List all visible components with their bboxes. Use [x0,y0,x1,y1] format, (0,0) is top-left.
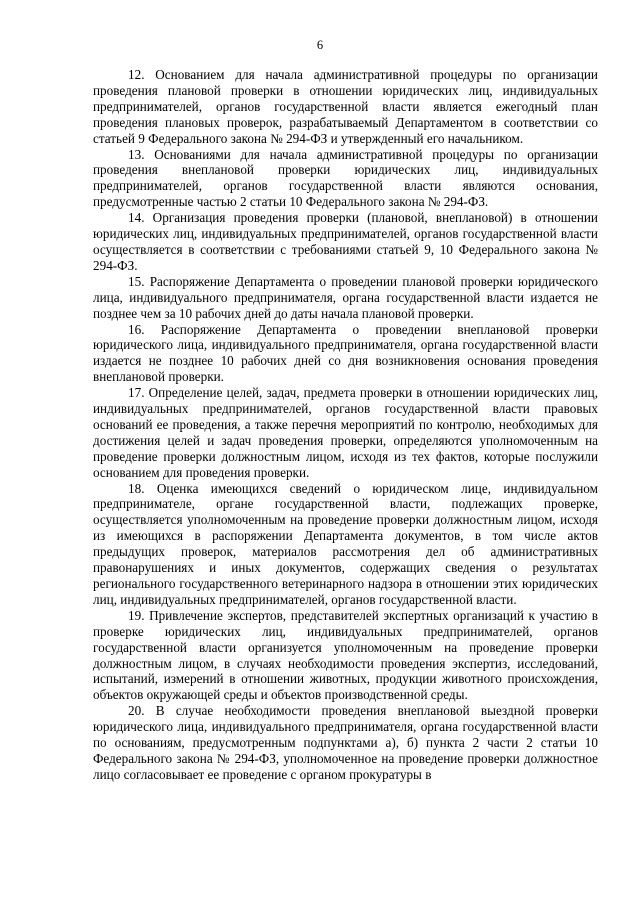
paragraph-13: 13. Основаниями для начала административной процедуры по организации проведения внеплановой проверки юридических лиц, индивидуальных предпринимателей, органов государственной власти являются основания, предусмотренные частью 2 статьи 10 Федерального закона № 294-ФЗ. [93,146,598,210]
paragraph-15: 15. Распоряжение Департамента о проведении плановой проверки юридического лица, индивидуального предпринимателя, органа государственной власти издается не позднее чем за 10 рабочих дней до даты начала плановой проверки. [93,273,598,321]
paragraph-17: 17. Определение целей, задач, предмета проверки в отношении юридических лиц, индивидуальных предпринимателей, органов государственной власти правовых оснований ее проведения, а также перечня мероприятий по контролю, необходимых для достижения целей и задач проведения проверки, определяются уполномоченным на проведение проверки должностным лицом, исходя из тех фактов, которые послужили основанием для проведения проверки. [93,385,598,480]
paragraph-14: 14. Организация проведения проверки (плановой, внеплановой) в отношении юридических лиц, индивидуальных предпринимателей, органов государственной власти осуществляется в соответствии с требованиями статьей 9, 10 Федерального закона № 294-ФЗ. [93,210,598,273]
paragraph-20: 20. В случае необходимости проведения внеплановой выездной проверки юридического лица, индивидуального предпринимателя, органа государственной власти по основаниям, предусмотренным подпунктами а), б) пункта 2 части 2 статьи 10 Федерального закона № 294-ФЗ, уполномоченное на проведение проверки должностное лицо согласовывает ее проведение с органом прокуратуры в [93,703,598,782]
page-number: 6 [316,38,324,52]
paragraph-18: 18. Оценка имеющихся сведений о юридическом лице, индивидуальном предпринимателе, органе государственной власти, подлежащих проверке, осуществляется уполномоченным на проведение проверки должностным лицом, исходя из имеющихся в распоряжении Департамента документов, в том числе актов предыдущих проверок, материалов рассмотрения дел об административных правонарушениях и иных документов, содержащих сведения о результатах регионального государственного ветеринарного надзора в отношении этих юридических лиц, индивидуальных предпринимателей, органов государственной власти. [93,480,598,607]
paragraph-12: 12. Основанием для начала административной процедуры по организации проведения плановой проверки в отношении юридических лиц, индивидуальных предпринимателей, органов государственной власти является ежегодный план проведения плановых проверок, разрабатываемый Департаментом в соответствии со статьей 9 Федерального закона № 294-ФЗ и утвержденный его начальником. [93,67,598,146]
document-body [93,67,598,783]
paragraph-19: 19. Привлечение экспертов, представителей экспертных организаций к участию в проверке юридических лиц, индивидуальных предпринимателей, органов государственной власти организуется уполномоченным на проведение проверки должностным лицом, в случаях необходимости проведения экспертиз, исследований, испытаний, измерений в отношении животных, продукции животного происхождения, объектов окружающей среды и объектов производственной среды. [93,607,598,703]
paragraph-16: 16. Распоряжение Департамента о проведении внеплановой проверки юридического лица, индивидуального предпринимателя, органа государственной власти издается не позднее 10 рабочих дней со дня возникновения основания проведения внеплановой проверки. [93,321,598,385]
